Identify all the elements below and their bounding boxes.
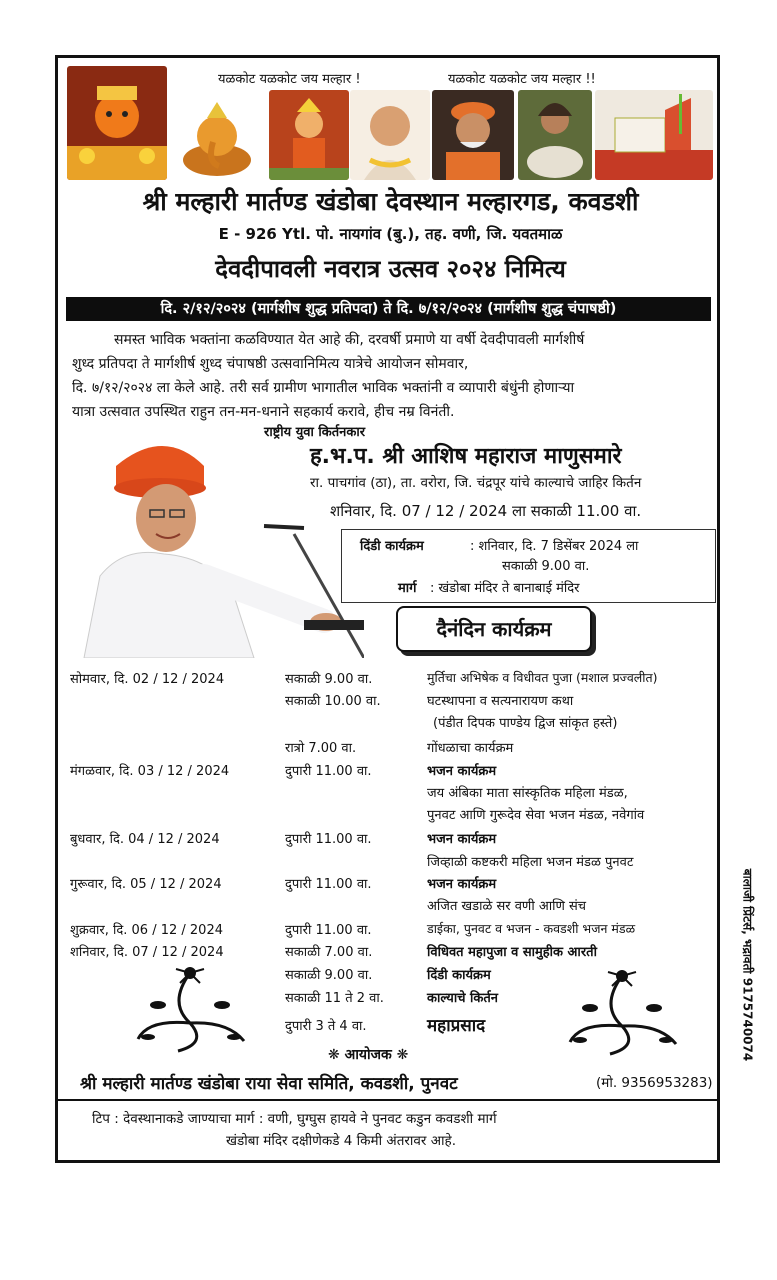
- invitation-line: यात्रा उत्सवात उपस्थित राहुन तन-मन-धनाने सहकार्य करावे, हीच नम्र विनंती.: [72, 404, 455, 420]
- festival-date-band: दि. २/१२/२०२४ (मार्गशीष शुद्ध प्रतिपदा) ते दि. ७/१२/२०२४ (मार्गशीष शुद्ध चंपाषष्ठी): [66, 297, 711, 321]
- invitation-paragraph: [72, 328, 714, 424]
- schedule-event: डाईका, पुनवट व भजन - कवडशी भजन मंडळ: [427, 921, 636, 936]
- printer-credit: [738, 855, 758, 1075]
- invitation-line: दि. ७/१२/२०२४ ला केले आहे. तरी सर्व ग्रामीण भागातील भाविक भक्तांनी व व्यापारी बंधुंनी होणाऱ्या: [72, 380, 575, 396]
- temple-address: E - 926 Ytl. पो. नायगांव (बु.), तह. वणी, जि. यवतमाळ: [218, 225, 563, 243]
- schedule-day: बुधवार, दि. 04 / 12 / 2024: [70, 832, 220, 847]
- temple-photo: [595, 90, 713, 180]
- schedule-time: सकाळी 9.00 वा.: [285, 672, 373, 687]
- kirtankar-origin: रा. पाचगांव (ठा), ता. वरोरा, जि. चंद्रपूर यांचे काल्याचे जाहिर किर्तन: [310, 475, 642, 491]
- deity-dattatreya-photo: [269, 90, 349, 180]
- invitation-line: शुध्द प्रतिपदा ते मार्गशीर्ष शुध्द चंपाषष्ठी उत्सवानिमित्य यात्रेचे आयोजन सोमवार,: [72, 356, 469, 372]
- saint-2-image: [432, 90, 514, 180]
- deity-ganesha-photo: [173, 98, 261, 180]
- schedule-event: (पंडीत दिपक पाण्डेय द्विज सांकृत हस्ते): [433, 716, 618, 731]
- schedule-event: काल्याचे किर्तन: [427, 991, 498, 1006]
- saint-portrait-1: [350, 90, 430, 180]
- dindi-route: : खंडोबा मंदिर ते बानाबाई मंदिर: [430, 581, 580, 596]
- schedule-time: दुपारी 11.00 वा.: [285, 877, 372, 892]
- temple-name-heading: श्री मल्हारी मार्तण्ड खंडोबा देवस्थान मल्हारगड, कवडशी: [142, 187, 639, 216]
- ganesha-image: [173, 98, 261, 180]
- dindi-program-box: [341, 529, 716, 603]
- kirtankar-name: ह.भ.प. श्री आशिष महाराज माणुसमारे: [310, 444, 622, 469]
- kirtan-datetime: शनिवार, दि. 07 / 12 / 2024 ला सकाळी 11.00 वा.: [330, 502, 642, 520]
- schedule-event: मुर्तिचा अभिषेक व विधीवत पुजा (मशाल प्रज्वलीत): [427, 670, 658, 685]
- invitation-line: समस्त भाविक भक्तांना कळविण्यात येत आहे की, दरवर्षी प्रमाणे या वर्षी देवदीपावली मार्गशीर्ष: [114, 332, 585, 348]
- dindi-route-label: मार्ग: [398, 581, 417, 596]
- schedule-event: गोंधळाचा कार्यक्रम: [427, 741, 514, 756]
- chant-right: यळकोट यळकोट जय मल्हार !!: [448, 72, 596, 87]
- saint-1-image: [350, 90, 430, 180]
- schedule-time: दुपारी 3 ते 4 वा.: [285, 1019, 367, 1034]
- daily-program-title: दैनंदिन कार्यक्रम: [396, 606, 592, 652]
- schedule-time: दुपारी 11.00 वा.: [285, 764, 372, 779]
- organizer-label: ❋ आयोजक ❋: [328, 1047, 409, 1063]
- schedule-event: पुनवट आणि गुरूदेव सेवा भजन मंडळ, नवेगांव: [427, 808, 645, 823]
- schedule-event: जय अंबिका माता सांस्कृतिक महिला मंडळ,: [427, 786, 628, 801]
- floral-right-icon: [560, 966, 684, 1056]
- temple-image: [595, 90, 713, 180]
- chant-left: यळकोट यळकोट जय मल्हार !: [218, 72, 361, 87]
- schedule-day: मंगळवार, दि. 03 / 12 / 2024: [70, 764, 230, 779]
- floral-ornament-left: [128, 963, 252, 1053]
- dindi-label: दिंडी कार्यक्रम: [360, 539, 424, 554]
- schedule-time: दुपारी 11.00 वा.: [285, 923, 372, 938]
- kirtankar-caption: राष्ट्रीय युवा किर्तनकार: [264, 425, 366, 440]
- dattatreya-image: [269, 90, 349, 180]
- dindi-date: : शनिवार, दि. 7 डिसेंबर 2024 ला: [470, 539, 639, 554]
- floral-left-icon: [128, 963, 252, 1053]
- dindi-time: सकाळी 9.00 वा.: [502, 559, 590, 574]
- saint-portrait-2: [432, 90, 514, 180]
- schedule-time: सकाळी 11 ते 2 वा.: [285, 991, 384, 1006]
- schedule-time: सकाळी 9.00 वा.: [285, 968, 373, 983]
- deity-khandoba-photo: [67, 66, 167, 180]
- schedule-day: शुक्रवार, दि. 06 / 12 / 2024: [70, 923, 223, 938]
- schedule-event: घटस्थापना व सत्यनारायण कथा: [427, 694, 574, 709]
- floral-ornament-right: [560, 966, 684, 1056]
- printer-credit-text: बालाजी प्रिंटर्स, भद्रावती 9175740074: [740, 868, 755, 1062]
- schedule-event: दिंडी कार्यक्रम: [427, 968, 491, 983]
- schedule-time: दुपारी 11.00 वा.: [285, 832, 372, 847]
- route-note-line2: खंडोबा मंदिर दक्षीणेकडे 4 किमी अंतरावर आहे.: [226, 1133, 457, 1149]
- festival-title: देवदीपावली नवरात्र उत्सव २०२४ निमित्य: [215, 255, 566, 283]
- organizer-name: श्री मल्हारी मार्तण्ड खंडोबा राया सेवा समिति, कवडशी, पुनवट: [80, 1074, 458, 1094]
- schedule-event: भजन कार्यक्रम: [427, 877, 497, 892]
- schedule-time: सकाळी 7.00 वा.: [285, 945, 373, 960]
- route-note-line1: टिप : देवस्थानाकडे जाण्याचा मार्ग : वणी, घुग्घुस हायवे ने पुनवट कडुन कवडशी मार्ग: [92, 1111, 497, 1127]
- deity-khandoba-image: [67, 66, 167, 180]
- saint-3-image: [518, 90, 592, 180]
- schedule-event: महाप्रसाद: [427, 1016, 486, 1036]
- saint-portrait-3: [518, 90, 592, 180]
- schedule-day: शनिवार, दि. 07 / 12 / 2024: [70, 945, 224, 960]
- schedule-event: जिव्हाळी कष्टकरी महिला भजन मंडळ पुनवट: [427, 855, 634, 870]
- schedule-event: भजन कार्यक्रम: [427, 832, 497, 847]
- schedule-day: गुरूवार, दि. 05 / 12 / 2024: [70, 877, 222, 892]
- organizer-phone: (मो. 9356953283): [596, 1075, 713, 1091]
- schedule-time: सकाळी 10.00 वा.: [285, 694, 381, 709]
- footer-divider: [58, 1099, 717, 1101]
- schedule-event: भजन कार्यक्रम: [427, 764, 497, 779]
- schedule-event: अजित खडाळे सर वणी आणि संच: [427, 899, 587, 914]
- poster-frame: [55, 55, 720, 1163]
- schedule-day: सोमवार, दि. 02 / 12 / 2024: [70, 672, 225, 687]
- schedule-time: रात्रो 7.00 वा.: [285, 741, 357, 756]
- schedule-event: विधिवत महापुजा व सामुहीक आरती: [427, 945, 597, 960]
